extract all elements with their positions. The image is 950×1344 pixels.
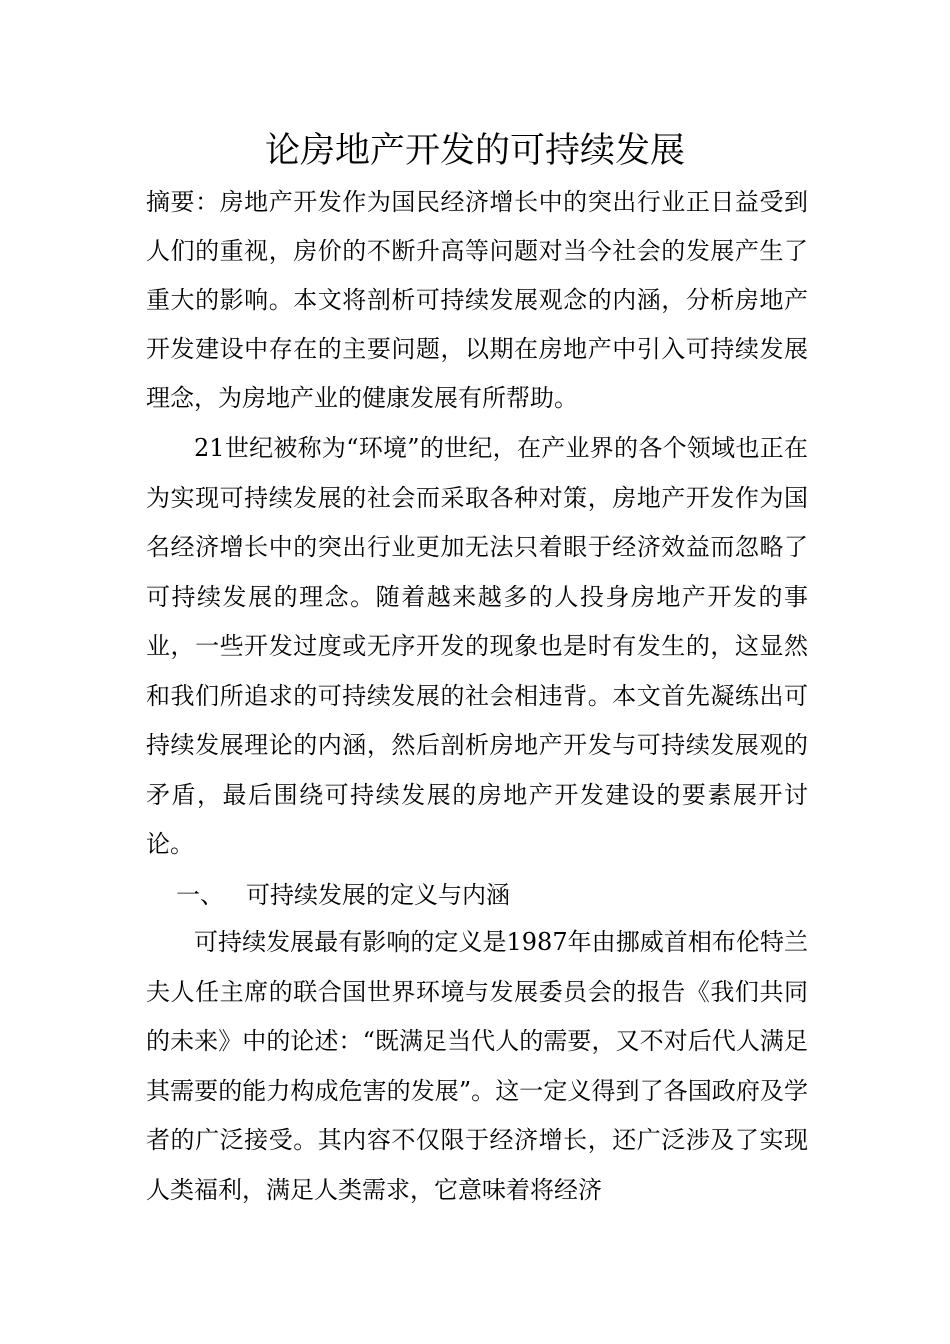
- section-title: 可持续发展的定义与内涵: [246, 881, 510, 909]
- section-heading: [176, 871, 510, 920]
- definition-paragraph: 可持续发展最有影响的定义是1987年由挪威首相布伦特兰夫人任主席的联合国世界环境与发展委员会的报告《我们共同的未来》中的论述：“既满足当代人的需要，又不对后代人满足其需要的能力构成危害的发展”。这一定义得到了各国政府及学者的广泛接受。其内容不仅限于经济增长，还广泛涉及了实现人类福利，满足人类需求，它意味着将经济: [146, 928, 808, 1204]
- section-number: 一、: [176, 881, 224, 909]
- intro-paragraph: 21世纪被称为“环境”的世纪，在产业界的各个领域也正在为实现可持续发展的社会而采取各种对策，房地产开发作为国名经济增长中的突出行业更加无法只着眼于经济效益而忽略了可持续发展的理念。随着越来越多的人投身房地产开发的事业，一些开发过度或无序开发的现象也是时有发生的，这显然和我们所追求的可持续发展的社会相违背。本文首先凝练出可持续发展理论的内涵，然后剖析房地产开发与可持续发展观的矛盾，最后围绕可持续发展的房地产开发建设的要素展开讨论。: [146, 434, 808, 858]
- abstract-paragraph: 摘要：房地产开发作为国民经济增长中的突出行业正日益受到人们的重视，房价的不断升高等问题对当今社会的发展产生了重大的影响。本文将剖析可持续发展观念的内涵，分析房地产开发建设中存在的主要问题，以期在房地产中引入可持续发展理念，为房地产业的健康发展有所帮助。: [146, 188, 808, 412]
- document-title: 论房地产开发的可持续发展: [264, 131, 685, 171]
